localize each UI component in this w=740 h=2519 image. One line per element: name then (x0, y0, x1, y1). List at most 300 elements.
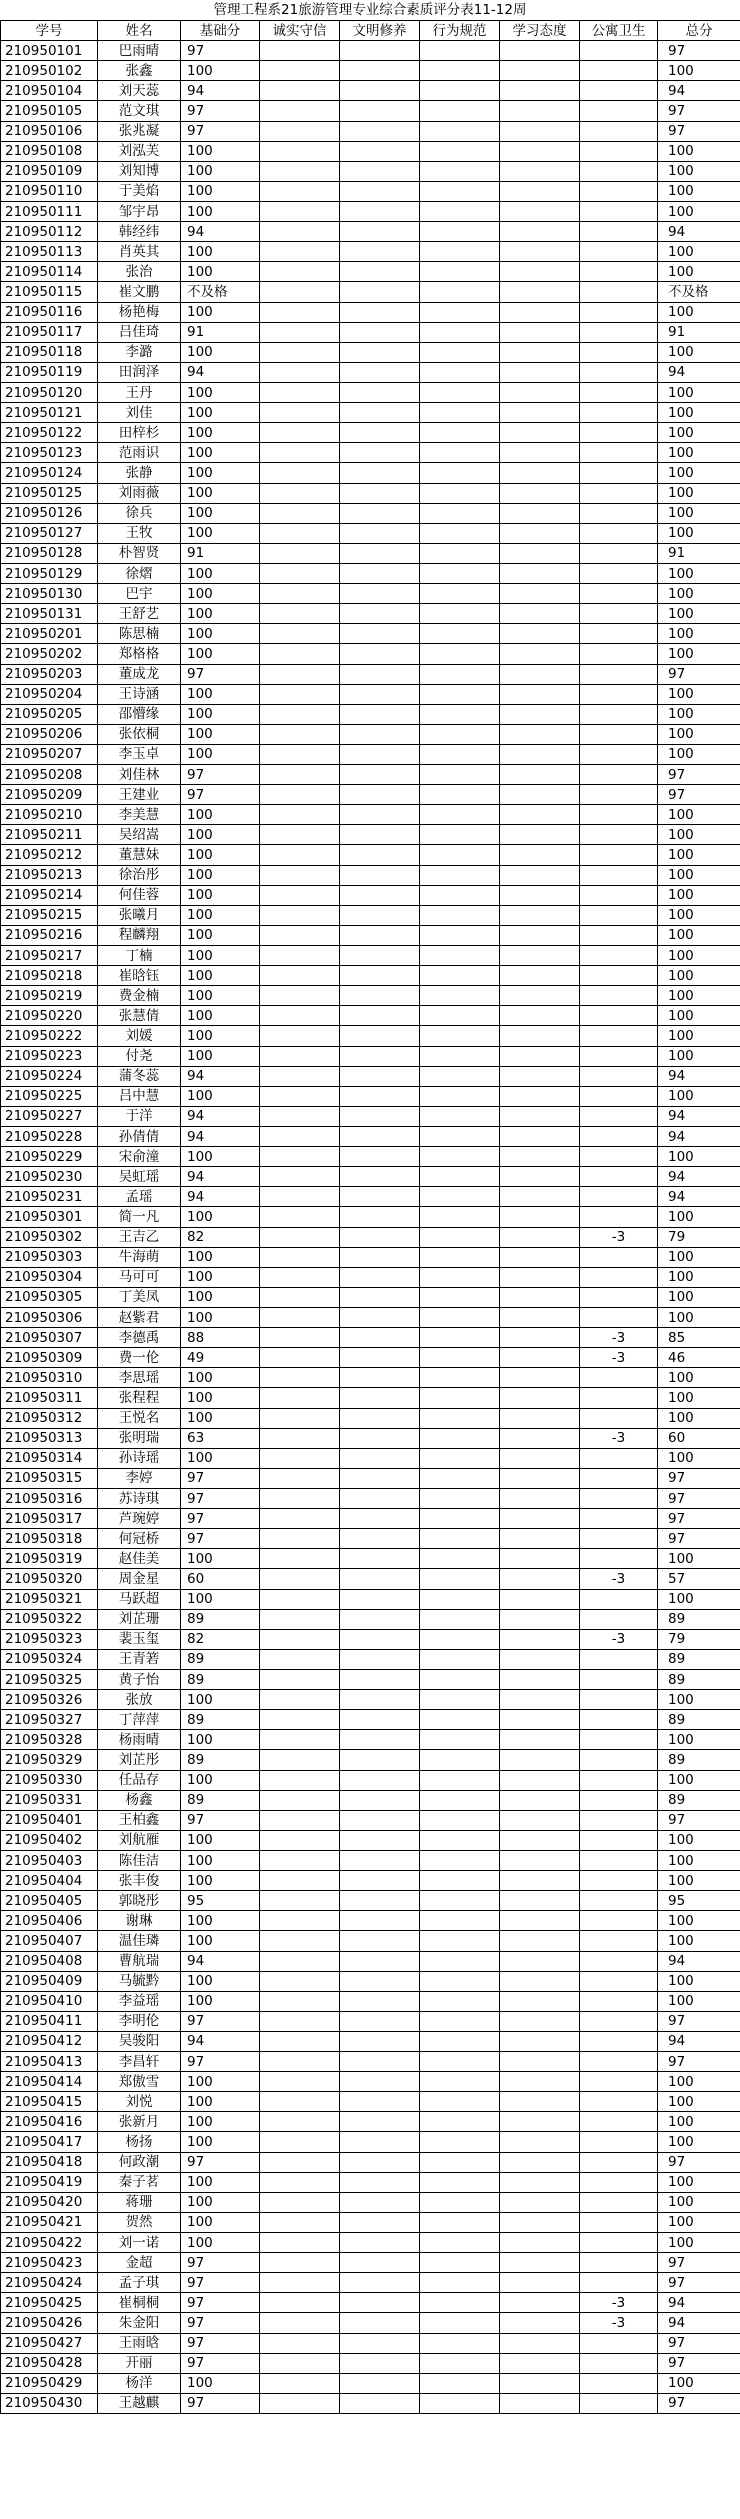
dorm-hygiene-cell (580, 523, 658, 543)
dorm-hygiene-cell (580, 1086, 658, 1106)
conduct-cell (420, 362, 500, 382)
student-id-cell: 210950126 (1, 503, 98, 523)
conduct-cell (420, 1106, 500, 1126)
total-score-cell: 100 (658, 483, 740, 503)
table-row (1, 1790, 740, 1810)
civility-cell (340, 765, 420, 785)
honesty-cell (260, 2192, 340, 2212)
total-score-cell: 97 (658, 765, 740, 785)
civility-cell (340, 744, 420, 764)
dorm-hygiene-cell (580, 1951, 658, 1971)
honesty-cell (260, 2393, 340, 2413)
name-cell: 孙诗瑶 (98, 1448, 181, 1468)
honesty-cell (260, 885, 340, 905)
study-attitude-cell (500, 2011, 580, 2031)
base-score-cell: 97 (181, 2152, 260, 2172)
honesty-cell (260, 1971, 340, 1991)
honesty-cell (260, 1066, 340, 1086)
total-score-cell: 97 (658, 2353, 740, 2373)
student-id-cell: 210950328 (1, 1730, 98, 1750)
total-score-cell: 100 (658, 1971, 740, 1991)
name-cell: 张鑫 (98, 61, 181, 81)
conduct-cell (420, 1147, 500, 1167)
honesty-cell (260, 865, 340, 885)
civility-cell (340, 2172, 420, 2192)
base-score-cell: 100 (181, 724, 260, 744)
dorm-hygiene-cell (580, 644, 658, 664)
table-row (1, 1006, 740, 1026)
study-attitude-cell (500, 644, 580, 664)
student-id-cell: 210950212 (1, 845, 98, 865)
civility-cell (340, 1991, 420, 2011)
dorm-hygiene-cell (580, 986, 658, 1006)
civility-cell (340, 1287, 420, 1307)
civility-cell (340, 1931, 420, 1951)
conduct-cell (420, 2112, 500, 2132)
total-score-cell: 100 (658, 885, 740, 905)
honesty-cell (260, 1730, 340, 1750)
study-attitude-cell (500, 2293, 580, 2313)
total-score-cell: 94 (658, 81, 740, 101)
dorm-hygiene-cell (580, 624, 658, 644)
name-cell: 徐兵 (98, 503, 181, 523)
student-id-cell: 210950110 (1, 181, 98, 201)
study-attitude-cell (500, 2172, 580, 2192)
table-row (1, 1509, 740, 1529)
dorm-hygiene-cell (580, 2072, 658, 2092)
study-attitude-cell (500, 403, 580, 423)
conduct-cell (420, 1710, 500, 1730)
civility-cell (340, 805, 420, 825)
table-row (1, 1388, 740, 1408)
table-row (1, 1569, 740, 1589)
dorm-hygiene-cell (580, 1368, 658, 1388)
study-attitude-cell (500, 1589, 580, 1609)
honesty-cell (260, 2212, 340, 2232)
civility-cell (340, 161, 420, 181)
name-cell: 赵紫君 (98, 1308, 181, 1328)
total-score-cell: 100 (658, 744, 740, 764)
dorm-hygiene-cell (580, 1388, 658, 1408)
table-row (1, 161, 740, 181)
study-attitude-cell (500, 1690, 580, 1710)
honesty-cell (260, 222, 340, 242)
total-score-cell: 100 (658, 2192, 740, 2212)
civility-cell (340, 1770, 420, 1790)
honesty-cell (260, 1187, 340, 1207)
student-id-cell: 210950423 (1, 2253, 98, 2273)
study-attitude-cell (500, 2152, 580, 2172)
student-id-cell: 210950224 (1, 1066, 98, 1086)
conduct-cell (420, 1247, 500, 1267)
study-attitude-cell (500, 1750, 580, 1770)
civility-cell (340, 1368, 420, 1388)
name-cell: 开丽 (98, 2353, 181, 2373)
study-attitude-cell (500, 2092, 580, 2112)
dorm-hygiene-cell (580, 362, 658, 382)
table-row (1, 1649, 740, 1669)
total-score-cell: 91 (658, 322, 740, 342)
base-score-cell: 100 (181, 1448, 260, 1468)
name-cell: 李昌轩 (98, 2052, 181, 2072)
base-score-cell: 100 (181, 1388, 260, 1408)
total-score-cell: 94 (658, 2031, 740, 2051)
table-row (1, 2192, 740, 2212)
honesty-cell (260, 443, 340, 463)
honesty-cell (260, 1388, 340, 1408)
civility-cell (340, 1207, 420, 1227)
conduct-cell (420, 1066, 500, 1086)
table-row (1, 1086, 740, 1106)
name-cell: 张丰俊 (98, 1871, 181, 1891)
study-attitude-cell (500, 1609, 580, 1629)
conduct-cell (420, 1891, 500, 1911)
honesty-cell (260, 1770, 340, 1790)
student-id-cell: 210950120 (1, 382, 98, 402)
study-attitude-cell (500, 1408, 580, 1428)
conduct-cell (420, 2273, 500, 2293)
conduct-cell (420, 81, 500, 101)
dorm-hygiene-cell (580, 483, 658, 503)
table-body (1, 41, 740, 2414)
total-score-cell: 79 (658, 1227, 740, 1247)
civility-cell (340, 1106, 420, 1126)
dorm-hygiene-cell (580, 563, 658, 583)
name-cell: 李婷 (98, 1468, 181, 1488)
honesty-cell (260, 2011, 340, 2031)
conduct-cell (420, 1428, 500, 1448)
table-row (1, 604, 740, 624)
name-cell: 孟瑶 (98, 1187, 181, 1207)
conduct-cell (420, 2011, 500, 2031)
table-row (1, 362, 740, 382)
total-score-cell: 100 (658, 865, 740, 885)
dorm-hygiene-cell (580, 1549, 658, 1569)
conduct-cell (420, 1790, 500, 1810)
name-cell: 丁萍萍 (98, 1710, 181, 1730)
study-attitude-cell (500, 1468, 580, 1488)
study-attitude-cell (500, 1669, 580, 1689)
conduct-cell (420, 1529, 500, 1549)
total-score-cell: 100 (658, 1207, 740, 1227)
base-score-cell: 100 (181, 604, 260, 624)
total-score-cell: 100 (658, 1287, 740, 1307)
table-row (1, 2333, 740, 2353)
total-score-cell: 94 (658, 222, 740, 242)
base-score-cell: 82 (181, 1629, 260, 1649)
dorm-hygiene-cell (580, 41, 658, 61)
honesty-cell (260, 2313, 340, 2333)
honesty-cell (260, 966, 340, 986)
honesty-cell (260, 2112, 340, 2132)
civility-cell (340, 1669, 420, 1689)
study-attitude-cell (500, 121, 580, 141)
base-score-cell: 97 (181, 2313, 260, 2333)
civility-cell (340, 885, 420, 905)
civility-cell (340, 423, 420, 443)
name-cell: 王吉乙 (98, 1227, 181, 1247)
student-id-cell: 210950112 (1, 222, 98, 242)
name-cell: 吕中慧 (98, 1086, 181, 1106)
dorm-hygiene-cell (580, 543, 658, 563)
conduct-cell (420, 141, 500, 161)
dorm-hygiene-cell: -3 (580, 1328, 658, 1348)
table-row (1, 1911, 740, 1931)
student-id-cell: 210950205 (1, 704, 98, 724)
dorm-hygiene-cell (580, 403, 658, 423)
base-score-cell: 94 (181, 1066, 260, 1086)
honesty-cell (260, 2132, 340, 2152)
table-row (1, 1609, 740, 1629)
name-cell: 李美慧 (98, 805, 181, 825)
civility-cell (340, 2112, 420, 2132)
conduct-cell (420, 2393, 500, 2413)
student-id-cell: 210950430 (1, 2393, 98, 2413)
student-id-cell: 210950428 (1, 2353, 98, 2373)
conduct-cell (420, 483, 500, 503)
dorm-hygiene-cell: -3 (580, 2313, 658, 2333)
name-cell: 贺然 (98, 2212, 181, 2232)
name-cell: 刘芷珊 (98, 1609, 181, 1629)
civility-cell (340, 1187, 420, 1207)
total-score-cell: 100 (658, 403, 740, 423)
student-id-cell: 210950417 (1, 2132, 98, 2152)
study-attitude-cell (500, 2072, 580, 2092)
conduct-cell (420, 664, 500, 684)
honesty-cell (260, 1810, 340, 1830)
study-attitude-cell (500, 986, 580, 1006)
civility-cell (340, 2293, 420, 2313)
dorm-hygiene-cell (580, 1690, 658, 1710)
total-score-cell: 100 (658, 262, 740, 282)
civility-cell (340, 41, 420, 61)
header-honesty: 诚实守信 (260, 21, 340, 41)
civility-cell (340, 523, 420, 543)
study-attitude-cell (500, 1287, 580, 1307)
total-score-cell: 97 (658, 1509, 740, 1529)
honesty-cell (260, 1609, 340, 1629)
base-score-cell: 100 (181, 684, 260, 704)
base-score-cell: 100 (181, 1690, 260, 1710)
student-id-cell: 210950105 (1, 101, 98, 121)
conduct-cell (420, 2132, 500, 2152)
dorm-hygiene-cell (580, 584, 658, 604)
total-score-cell: 100 (658, 925, 740, 945)
name-cell: 曹航瑞 (98, 1951, 181, 1971)
civility-cell (340, 1348, 420, 1368)
table-row (1, 61, 740, 81)
name-cell: 张新月 (98, 2112, 181, 2132)
conduct-cell (420, 2333, 500, 2353)
base-score-cell: 97 (181, 664, 260, 684)
dorm-hygiene-cell (580, 845, 658, 865)
student-id-cell: 210950410 (1, 1991, 98, 2011)
dorm-hygiene-cell (580, 966, 658, 986)
conduct-cell (420, 624, 500, 644)
total-score-cell: 89 (658, 1669, 740, 1689)
table-row (1, 81, 740, 101)
honesty-cell (260, 1569, 340, 1589)
honesty-cell (260, 2031, 340, 2051)
dorm-hygiene-cell (580, 2273, 658, 2293)
study-attitude-cell (500, 1207, 580, 1227)
total-score-cell: 57 (658, 1569, 740, 1589)
name-cell: 张放 (98, 1690, 181, 1710)
honesty-cell (260, 1207, 340, 1227)
dorm-hygiene-cell (580, 1770, 658, 1790)
student-id-cell: 210950424 (1, 2273, 98, 2293)
civility-cell (340, 1871, 420, 1891)
base-score-cell: 94 (181, 1187, 260, 1207)
total-score-cell: 100 (658, 684, 740, 704)
student-id-cell: 210950302 (1, 1227, 98, 1247)
dorm-hygiene-cell (580, 1448, 658, 1468)
conduct-cell (420, 1328, 500, 1348)
dorm-hygiene-cell (580, 121, 658, 141)
total-score-cell: 89 (658, 1609, 740, 1629)
conduct-cell (420, 222, 500, 242)
table-row (1, 1428, 740, 1448)
civility-cell (340, 1750, 420, 1770)
base-score-cell: 89 (181, 1750, 260, 1770)
name-cell: 郭晓彤 (98, 1891, 181, 1911)
honesty-cell (260, 825, 340, 845)
study-attitude-cell (500, 322, 580, 342)
total-score-cell: 100 (658, 644, 740, 664)
conduct-cell (420, 1227, 500, 1247)
base-score-cell: 100 (181, 201, 260, 221)
dorm-hygiene-cell (580, 925, 658, 945)
study-attitude-cell (500, 865, 580, 885)
conduct-cell (420, 1167, 500, 1187)
table-row (1, 785, 740, 805)
name-cell: 陈思楠 (98, 624, 181, 644)
total-score-cell: 100 (658, 1931, 740, 1951)
student-id-cell: 210950222 (1, 1026, 98, 1046)
honesty-cell (260, 1951, 340, 1971)
conduct-cell (420, 1187, 500, 1207)
conduct-cell (420, 503, 500, 523)
table-row (1, 644, 740, 664)
civility-cell (340, 905, 420, 925)
civility-cell (340, 1308, 420, 1328)
study-attitude-cell (500, 282, 580, 302)
civility-cell (340, 403, 420, 423)
name-cell: 杨扬 (98, 2132, 181, 2152)
base-score-cell: 100 (181, 2112, 260, 2132)
study-attitude-cell (500, 1911, 580, 1931)
name-cell: 董慧妹 (98, 845, 181, 865)
dorm-hygiene-cell (580, 1911, 658, 1931)
name-cell: 肖英其 (98, 242, 181, 262)
dorm-hygiene-cell (580, 1871, 658, 1891)
dorm-hygiene-cell (580, 282, 658, 302)
base-score-cell: 100 (181, 1368, 260, 1388)
civility-cell (340, 483, 420, 503)
name-cell: 范文琪 (98, 101, 181, 121)
civility-cell (340, 1388, 420, 1408)
total-score-cell: 100 (658, 1147, 740, 1167)
civility-cell (340, 704, 420, 724)
study-attitude-cell (500, 2212, 580, 2232)
study-attitude-cell (500, 2192, 580, 2212)
dorm-hygiene-cell (580, 463, 658, 483)
total-score-cell: 100 (658, 1086, 740, 1106)
dorm-hygiene-cell (580, 704, 658, 724)
base-score-cell: 100 (181, 1850, 260, 1870)
conduct-cell (420, 1971, 500, 1991)
name-cell: 何冠桥 (98, 1529, 181, 1549)
name-cell: 吴虹瑶 (98, 1167, 181, 1187)
base-score-cell: 100 (181, 825, 260, 845)
honesty-cell (260, 141, 340, 161)
conduct-cell (420, 2192, 500, 2212)
header-base-score: 基础分 (181, 21, 260, 41)
base-score-cell: 100 (181, 905, 260, 925)
base-score-cell: 100 (181, 1589, 260, 1609)
name-cell: 巴宇 (98, 584, 181, 604)
table-row (1, 282, 740, 302)
name-cell: 张静 (98, 463, 181, 483)
dorm-hygiene-cell (580, 1408, 658, 1428)
conduct-cell (420, 201, 500, 221)
name-cell: 芦琬婷 (98, 1509, 181, 1529)
name-cell: 张兆凝 (98, 121, 181, 141)
base-score-cell: 97 (181, 2293, 260, 2313)
conduct-cell (420, 1287, 500, 1307)
dorm-hygiene-cell (580, 181, 658, 201)
dorm-hygiene-cell (580, 724, 658, 744)
conduct-cell (420, 2072, 500, 2092)
dorm-hygiene-cell (580, 684, 658, 704)
civility-cell (340, 503, 420, 523)
study-attitude-cell (500, 463, 580, 483)
dorm-hygiene-cell: -3 (580, 1569, 658, 1589)
name-cell: 刘媛 (98, 1026, 181, 1046)
base-score-cell: 100 (181, 242, 260, 262)
table-row (1, 704, 740, 724)
dorm-hygiene-cell (580, 1026, 658, 1046)
student-id-cell: 210950228 (1, 1127, 98, 1147)
table-row (1, 181, 740, 201)
base-score-cell: 97 (181, 2253, 260, 2273)
study-attitude-cell (500, 1891, 580, 1911)
student-id-cell: 210950303 (1, 1247, 98, 1267)
study-attitude-cell (500, 1730, 580, 1750)
conduct-cell (420, 644, 500, 664)
table-row (1, 1770, 740, 1790)
base-score-cell: 100 (181, 443, 260, 463)
total-score-cell: 100 (658, 201, 740, 221)
dorm-hygiene-cell (580, 1730, 658, 1750)
table-row (1, 483, 740, 503)
honesty-cell (260, 765, 340, 785)
total-score-cell: 100 (658, 1408, 740, 1428)
total-score-cell: 94 (658, 2293, 740, 2313)
conduct-cell (420, 1267, 500, 1287)
study-attitude-cell (500, 805, 580, 825)
table-row (1, 563, 740, 583)
study-attitude-cell (500, 905, 580, 925)
dorm-hygiene-cell: -3 (580, 1428, 658, 1448)
honesty-cell (260, 81, 340, 101)
student-id-cell: 210950323 (1, 1629, 98, 1649)
table-row (1, 342, 740, 362)
base-score-cell: 100 (181, 1147, 260, 1167)
study-attitude-cell (500, 161, 580, 181)
civility-cell (340, 2052, 420, 2072)
table-row (1, 41, 740, 61)
